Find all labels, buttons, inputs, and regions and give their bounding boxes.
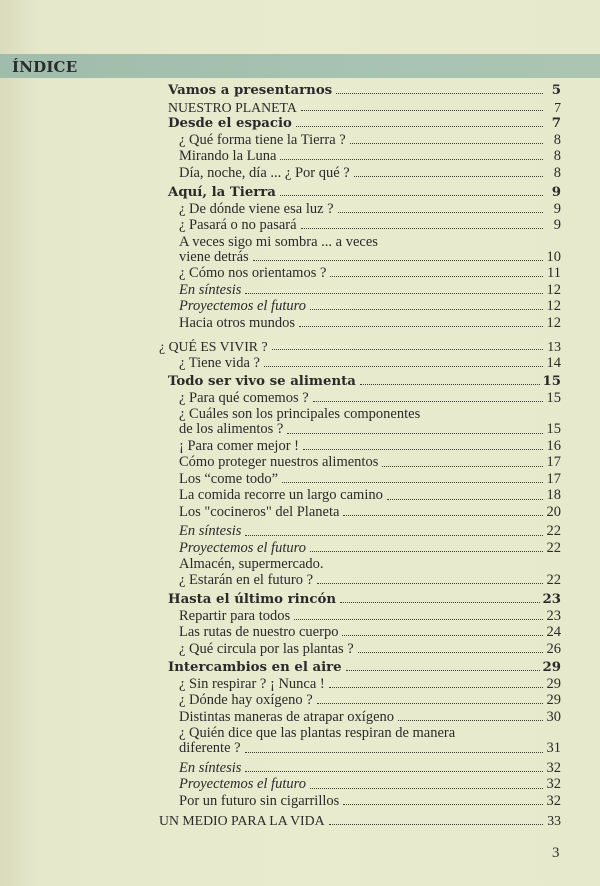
toc-entry-title: Hasta el último rincón xyxy=(168,592,337,608)
toc-entry[interactable] xyxy=(163,557,561,572)
toc-entry[interactable] xyxy=(163,374,561,389)
toc-entry-title: Repartir para todos xyxy=(179,607,291,624)
toc-entry-title: Mirando la Luna xyxy=(179,148,277,164)
toc-entry[interactable] xyxy=(163,316,561,331)
dot-leader xyxy=(387,499,543,500)
toc-entry-title: En síntesis xyxy=(179,523,242,540)
toc-entry-title: Los "cocineros" del Planeta xyxy=(179,503,340,520)
toc-entry-page: 8 xyxy=(553,131,561,148)
toc-entry-page: 29 xyxy=(546,692,561,709)
toc-entry-page: 24 xyxy=(546,624,561,641)
toc-entry-title: UN MEDIO PARA LA VIDA xyxy=(159,813,325,829)
dot-leader xyxy=(264,366,543,367)
toc-entry-title: Cómo proteger nuestros alimentos xyxy=(179,454,379,471)
toc-entry-page: 9 xyxy=(553,217,561,233)
toc-entry[interactable] xyxy=(163,693,561,708)
toc-entry-title: ¿ Tiene vida ? xyxy=(179,354,260,371)
toc-entry-page: 23 xyxy=(546,607,561,624)
toc-entry-page: 32 xyxy=(546,759,561,776)
toc-entry-title: En síntesis xyxy=(179,281,242,298)
toc-entry[interactable] xyxy=(163,283,561,298)
toc-entry-page: 16 xyxy=(546,437,561,454)
toc-entry[interactable] xyxy=(163,299,561,314)
toc-entry-title: Aquí, la Tierra xyxy=(168,185,276,200)
toc-entry[interactable] xyxy=(163,488,561,503)
toc-entry-page: 15 xyxy=(546,421,561,438)
toc-entry-page: 15 xyxy=(546,389,561,406)
toc-entry-title: Hacia otros mundos xyxy=(179,314,295,331)
toc-entry[interactable] xyxy=(163,609,561,624)
dot-leader xyxy=(340,602,540,603)
dot-leader xyxy=(280,159,543,160)
toc-entry[interactable] xyxy=(163,592,561,607)
toc-entry-title: ¿ Quién dice que las plantas respiran de manera xyxy=(179,725,456,742)
toc-entry-page: 32 xyxy=(546,792,561,809)
toc-entry-page: 22 xyxy=(546,539,561,556)
toc-entry-page: 15 xyxy=(542,374,561,390)
toc-entry-page: 9 xyxy=(553,200,561,217)
toc-entry[interactable] xyxy=(163,505,561,520)
toc-entry[interactable] xyxy=(163,250,561,265)
toc-entry-title: Día, noche, día ... ¿ Por qué ? xyxy=(179,164,350,181)
toc-entry-title: Todo ser vivo se alimenta xyxy=(168,374,356,390)
toc-entry[interactable] xyxy=(163,777,561,792)
dot-leader xyxy=(398,720,543,721)
toc-entry-page: 31 xyxy=(546,740,561,757)
dot-leader xyxy=(310,551,543,552)
toc-entry[interactable] xyxy=(163,149,561,164)
toc-entry-page: 23 xyxy=(542,592,561,608)
toc-entry-page: 30 xyxy=(546,708,561,725)
toc-entry[interactable] xyxy=(163,741,561,756)
toc-entry-title: viene detrás xyxy=(179,248,249,265)
toc-entry-title: Las rutas de nuestro cuerpo xyxy=(179,624,339,641)
toc-entry-title: ¿ Dónde hay oxígeno ? xyxy=(179,692,313,709)
table-of-contents xyxy=(159,83,561,830)
toc-entry-page: 9 xyxy=(551,185,561,200)
dot-leader xyxy=(317,583,543,584)
dot-leader xyxy=(299,326,543,327)
toc-entry-title: Vamos a presentarnos xyxy=(168,83,333,98)
dot-leader xyxy=(294,619,543,620)
toc-entry[interactable] xyxy=(163,660,561,675)
toc-entry-title: Proyectemos el futuro xyxy=(179,298,306,315)
dot-leader xyxy=(310,788,543,789)
toc-entry-title: ¿ De dónde viene esa luz ? xyxy=(179,200,334,217)
dot-leader xyxy=(253,260,543,261)
dot-leader xyxy=(272,349,543,350)
toc-entry-page: 33 xyxy=(547,813,561,829)
dot-leader xyxy=(303,449,543,450)
toc-entry-page: 18 xyxy=(546,487,561,504)
toc-entry[interactable] xyxy=(163,455,561,470)
toc-entry-title: Desde el espacio xyxy=(168,116,292,131)
toc-entry[interactable] xyxy=(159,339,561,354)
toc-entry[interactable] xyxy=(163,100,561,115)
toc-entry-title: Proyectemos el futuro xyxy=(179,776,306,793)
toc-entry-page: 20 xyxy=(546,503,561,520)
toc-entry[interactable] xyxy=(163,472,561,487)
toc-entry-page: 8 xyxy=(553,164,561,181)
toc-entry[interactable] xyxy=(163,710,561,725)
dot-leader xyxy=(296,126,543,127)
toc-entry[interactable] xyxy=(159,813,561,828)
toc-entry-title: ¿ Pasará o no pasará xyxy=(179,217,297,233)
toc-entry[interactable] xyxy=(163,407,561,422)
toc-entry[interactable] xyxy=(163,439,561,454)
toc-entry-page: 7 xyxy=(554,99,561,115)
dot-leader xyxy=(342,635,543,636)
toc-entry[interactable] xyxy=(163,235,561,250)
dot-leader xyxy=(245,535,543,536)
dot-leader xyxy=(354,176,543,177)
dot-leader xyxy=(343,804,543,805)
page-title: ÍNDICE xyxy=(12,58,78,76)
dot-leader xyxy=(245,293,543,294)
toc-entry-title: ¡ Para comer mejor ! xyxy=(179,437,299,454)
index-header-banner xyxy=(0,54,600,78)
toc-entry-title: Por un futuro sin cigarrillos xyxy=(179,792,340,809)
toc-entry[interactable] xyxy=(163,266,561,281)
dot-leader xyxy=(330,276,543,277)
toc-entry-page: 32 xyxy=(546,776,561,793)
dot-leader xyxy=(282,482,543,483)
toc-entry[interactable] xyxy=(163,133,561,148)
dot-leader xyxy=(338,212,543,213)
dot-leader xyxy=(360,384,541,385)
toc-entry[interactable] xyxy=(163,422,561,437)
toc-entry-title: ¿ Para qué comemos ? xyxy=(179,389,309,406)
toc-entry-page: 26 xyxy=(546,640,561,657)
dot-leader xyxy=(358,652,543,653)
dot-leader xyxy=(313,401,543,402)
dot-leader xyxy=(382,466,543,467)
toc-entry-page: 22 xyxy=(546,571,561,588)
toc-entry-page: 12 xyxy=(546,281,561,298)
dot-leader xyxy=(336,93,543,94)
page-number: 3 xyxy=(552,845,560,861)
toc-entry-page: 10 xyxy=(546,248,561,265)
dot-leader xyxy=(329,824,543,825)
toc-entry-title: Distintas maneras de atrapar oxígeno xyxy=(179,708,395,725)
toc-entry[interactable] xyxy=(163,356,561,371)
dot-leader xyxy=(301,110,543,111)
toc-entry[interactable] xyxy=(163,677,561,692)
toc-entry-title: Los “come todo” xyxy=(179,470,279,487)
dot-leader xyxy=(245,771,543,772)
toc-entry-title: Intercambios en el aire xyxy=(168,660,342,676)
toc-entry-title: En síntesis xyxy=(179,759,242,776)
toc-entry-title: ¿ Qué circula por las plantas ? xyxy=(179,640,354,657)
dot-leader xyxy=(280,195,543,196)
toc-entry-title: La comida recorre un largo camino xyxy=(179,487,383,504)
toc-entry-page: 5 xyxy=(551,83,561,98)
toc-entry-title: ¿ Sin respirar ? ¡ Nunca ! xyxy=(179,675,325,692)
toc-entry-page: 11 xyxy=(547,265,561,282)
toc-entry[interactable] xyxy=(163,218,561,233)
toc-entry-title: ¿ Cuáles son los principales componentes xyxy=(179,406,421,423)
toc-entry[interactable] xyxy=(163,573,561,588)
toc-entry-title: NUESTRO PLANETA xyxy=(168,99,297,115)
toc-entry-title: A veces sigo mi sombra ... a veces xyxy=(179,233,378,250)
dot-leader xyxy=(346,670,541,671)
toc-entry-title: ¿ Cómo nos orientamos ? xyxy=(179,265,327,282)
toc-entry-page: 12 xyxy=(546,314,561,331)
toc-entry[interactable] xyxy=(163,166,561,181)
dot-leader xyxy=(329,687,543,688)
toc-entry[interactable] xyxy=(163,185,561,200)
dot-leader xyxy=(343,515,543,516)
toc-entry-title: ¿ Qué forma tiene la Tierra ? xyxy=(179,131,346,148)
toc-entry[interactable] xyxy=(163,83,561,98)
toc-entry-title: diferente ? xyxy=(179,740,241,757)
toc-entry[interactable] xyxy=(163,202,561,217)
dot-leader xyxy=(317,703,543,704)
toc-entry[interactable] xyxy=(163,391,561,406)
toc-entry-page: 22 xyxy=(546,523,561,540)
toc-entry[interactable] xyxy=(163,794,561,809)
toc-entry-title: de los alimentos ? xyxy=(179,421,284,438)
toc-entry[interactable] xyxy=(163,761,561,776)
toc-entry[interactable] xyxy=(163,642,561,657)
toc-entry[interactable] xyxy=(163,726,561,741)
toc-entry-title: Proyectemos el futuro xyxy=(179,539,306,556)
toc-entry-page: 17 xyxy=(546,470,561,487)
toc-entry-title: ¿ QUÉ ES VIVIR ? xyxy=(159,339,268,355)
dot-leader xyxy=(287,433,543,434)
toc-entry-page: 7 xyxy=(551,116,561,131)
toc-entry-page: 17 xyxy=(546,454,561,471)
toc-entry[interactable] xyxy=(163,541,561,556)
toc-entry-page: 14 xyxy=(546,354,561,371)
dot-leader xyxy=(350,143,543,144)
toc-entry[interactable] xyxy=(163,116,561,131)
dot-leader xyxy=(310,309,543,310)
dot-leader xyxy=(301,228,543,229)
toc-entry-page: 29 xyxy=(546,675,561,692)
toc-entry[interactable] xyxy=(163,625,561,640)
toc-entry-page: 12 xyxy=(546,298,561,315)
toc-entry-page: 29 xyxy=(542,660,561,676)
toc-entry-title: Almacén, supermercado. xyxy=(179,556,324,573)
toc-entry-title: ¿ Estarán en el futuro ? xyxy=(179,571,314,588)
dot-leader xyxy=(245,752,543,753)
toc-entry[interactable] xyxy=(163,524,561,539)
toc-entry-page: 13 xyxy=(547,339,561,355)
toc-entry-page: 8 xyxy=(553,148,561,164)
